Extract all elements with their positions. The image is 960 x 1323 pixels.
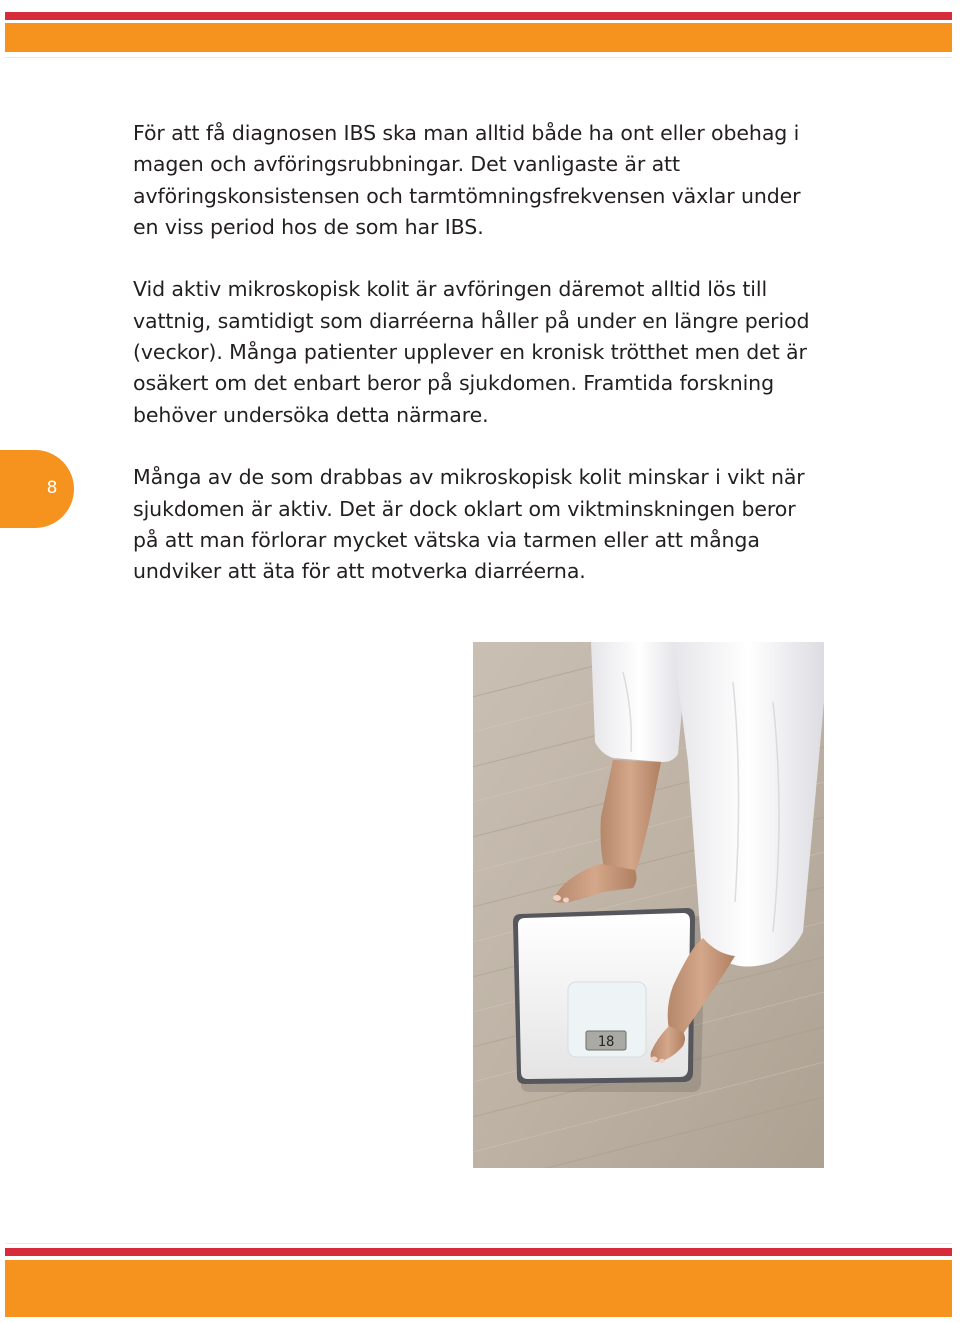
header-orange-band <box>5 23 952 52</box>
footer-divider <box>5 1243 952 1244</box>
header-divider <box>5 57 952 58</box>
page-number: 8 <box>46 478 58 498</box>
footer-orange-band <box>5 1260 952 1317</box>
footer-red-band <box>5 1248 952 1256</box>
body-text <box>133 118 823 619</box>
scale-display-readout: 18 <box>597 1034 615 1050</box>
header-red-band <box>5 12 952 20</box>
paragraph-weight-loss: Många av de som drabbas av mikroskopisk kolit minskar i vikt när sjukdomen är aktiv. Det är dock oklart om viktminskningen beror på att man förlorar mycket vätska via tarmen eller att många undviker att äta för att motverka diarréerna. <box>133 465 805 584</box>
photo-woman-on-scale <box>473 642 824 1168</box>
paragraph-active-colitis: Vid aktiv mikroskopisk kolit är avföringen däremot alltid lös till vattnig, samtidigt som diarréerna håller på under en längre period (veckor). Många patienter upplever en kronisk trötthet men det är osäkert om det enbart beror på sjukdomen. Framtida forskning behöver undersöka detta närmare. <box>133 277 810 427</box>
paragraph-ibs-diagnosis: För att få diagnosen IBS ska man alltid både ha ont eller obehag i magen och avföringsrubbningar. Det vanligaste är att avföringskonsistensen och tarmtömningsfrekvensen växlar under en viss period hos de som har IBS. <box>133 121 801 239</box>
